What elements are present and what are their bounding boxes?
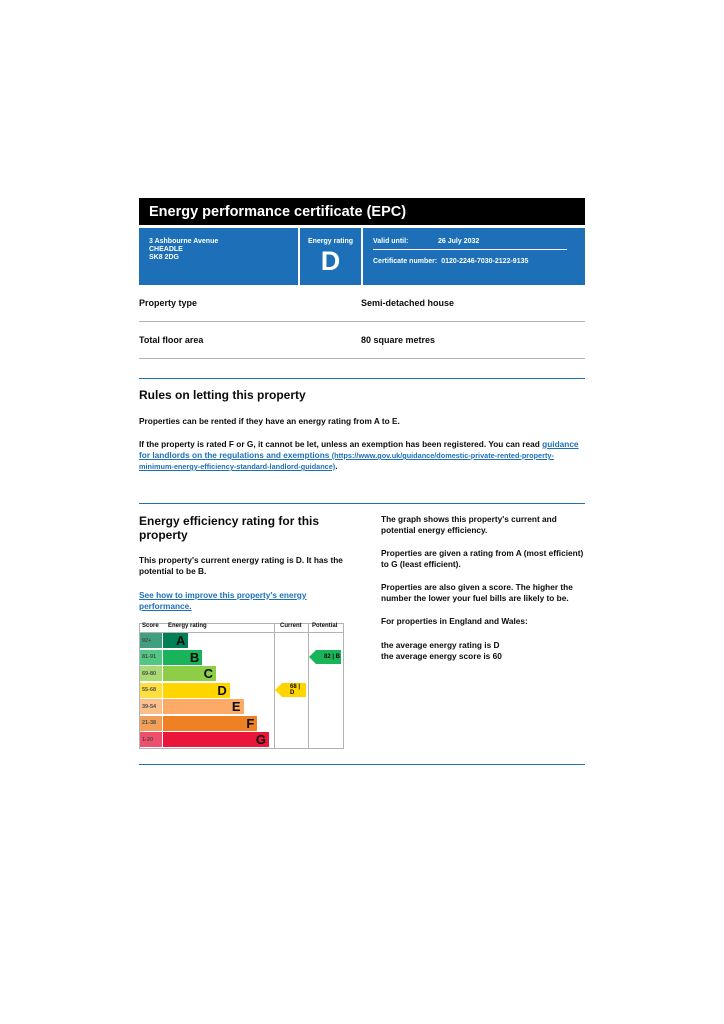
score-header: Score — [142, 623, 159, 629]
band-score-g: 1-20 — [140, 732, 162, 747]
bottom-divider — [139, 764, 585, 765]
region-note: For properties in England and Wales: — [381, 616, 528, 626]
band-bar-g: G — [163, 732, 269, 747]
energy-rating-chart — [139, 623, 344, 749]
address-line2: CHEADLE — [149, 246, 183, 253]
energy-rating-label: Energy rating — [307, 238, 354, 245]
current-header: Current — [280, 623, 302, 629]
average-rating-text: the average energy rating is D — [381, 640, 500, 650]
floor-area-row — [139, 322, 585, 359]
score-explainer: Properties are also given a score. The higher the number the lower your fuel bills are likely to be. — [381, 582, 573, 603]
valid-until-label: Valid until: — [373, 238, 409, 245]
band-bar-f: F — [163, 716, 257, 731]
landlord-guidance-link[interactable]: guidance for landlords on the regulations and exemptions (https://www.gov.uk/guidance/domestic-private-rented-property-minimum-energy-efficiency-standard-landlord-guidance) — [139, 439, 579, 471]
rating-explainer: Properties are given a rating from A (most efficient) to G (least efficient). — [381, 548, 584, 569]
band-bar-c: C — [163, 666, 216, 681]
epc-page — [139, 198, 585, 765]
band-score-c: 69-80 — [140, 666, 162, 681]
current-rating-text: This property's current energy rating is D. It has the potential to be B. — [139, 555, 343, 576]
efficiency-section — [139, 503, 585, 764]
band-score-d: 55-68 — [140, 683, 162, 698]
band-score-f: 21-38 — [140, 716, 162, 731]
property-type-value: Semi-detached house — [361, 298, 455, 308]
band-bar-e: E — [163, 699, 244, 714]
property-type-label: Property type — [139, 298, 198, 308]
certificate-number-value: 0120-2246-7030-2122-9135 — [441, 258, 529, 265]
letting-heading: Rules on letting this property — [139, 388, 306, 402]
letting-p1: Properties can be rented if they have an energy rating from A to E. — [139, 416, 400, 426]
address-block — [139, 228, 298, 285]
letting-section — [139, 378, 585, 493]
property-details — [139, 285, 585, 359]
band-bar-b: B — [163, 650, 202, 665]
letting-p2: If the property is rated F or G, it cannot be let, unless an exemption has been registered. You can read guidance for landlords on the regulations and exemptions (https://www.gov.uk/guidance/domestic-private-rented-property-minimum-energy-efficiency-standard-landlord-guidance). — [139, 439, 579, 471]
energy-rating-box — [300, 228, 361, 285]
band-bar-a: A — [163, 633, 188, 648]
current-rating-tag: 68 | D — [282, 683, 306, 697]
certificate-number-label: Certificate number: — [373, 258, 438, 265]
energy-rating-letter: D — [320, 246, 341, 276]
summary-bar — [139, 228, 585, 285]
floor-area-label: Total floor area — [139, 335, 204, 345]
rating-header: Energy rating — [168, 623, 207, 629]
address-line1: 3 Ashbourne Avenue — [149, 238, 219, 245]
average-score-text: the average energy score is 60 — [381, 651, 502, 661]
improve-performance-link[interactable]: See how to improve this property's energy performance. — [139, 590, 307, 611]
floor-area-value: 80 square metres — [361, 335, 436, 345]
band-score-b: 81-91 — [140, 650, 162, 665]
address-line3: SK8 2DG — [149, 254, 179, 261]
band-bar-d: D — [163, 683, 230, 698]
potential-rating-tag: 82 | B — [316, 650, 341, 664]
efficiency-heading: Energy efficiency rating for this property — [139, 514, 320, 542]
band-score-a: 92+ — [140, 633, 162, 648]
valid-until-value: 26 July 2032 — [438, 238, 480, 245]
potential-header: Potential — [312, 623, 338, 629]
band-score-e: 39-54 — [140, 699, 162, 714]
property-type-row — [139, 285, 585, 322]
graph-explainer: The graph shows this property's current and potential energy efficiency. — [381, 514, 557, 535]
certificate-block — [363, 228, 585, 285]
page-title: Energy performance certificate (EPC) — [139, 198, 585, 225]
